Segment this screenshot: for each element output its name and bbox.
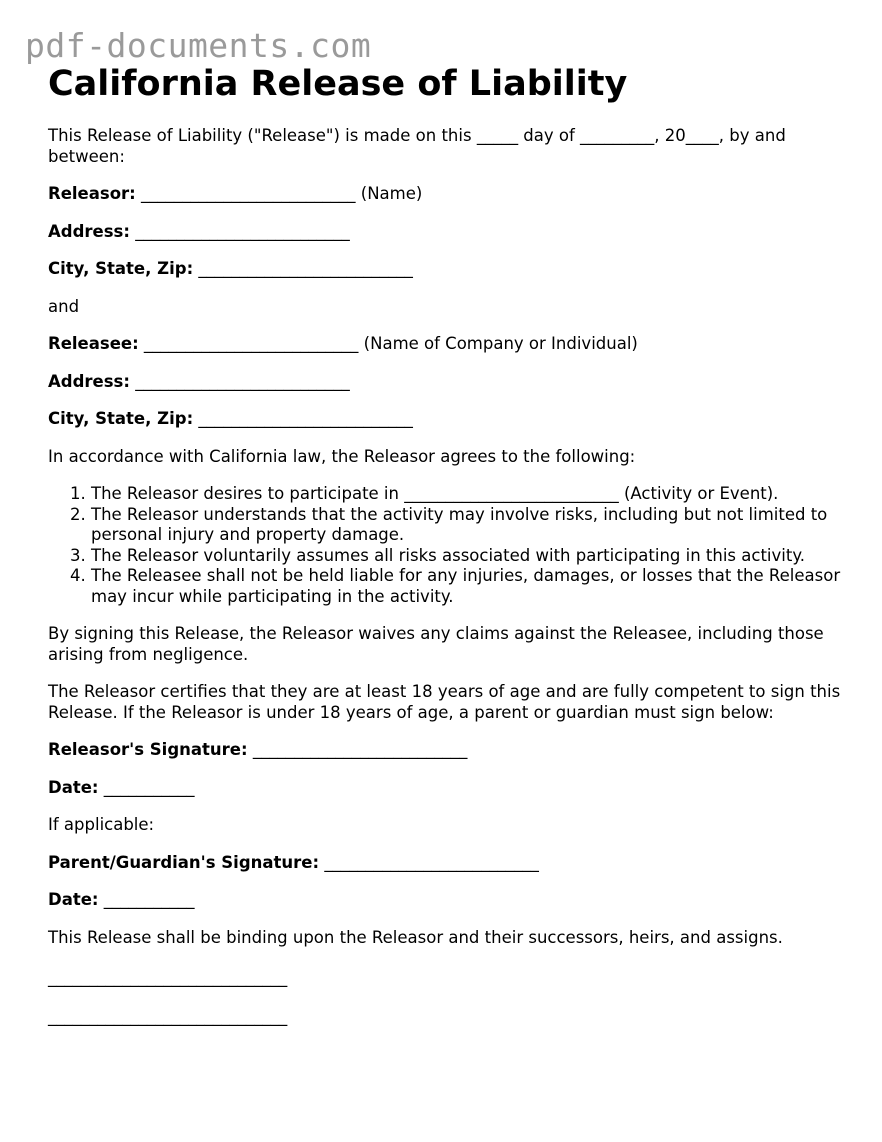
releasor-name-label: Releasor: (48, 184, 136, 203)
if-applicable-text: If applicable: (48, 815, 155, 834)
releasor-address-field[interactable]: __________________________ (129, 221, 350, 241)
blank-signature-line-1[interactable]: _____________________________ (48, 968, 288, 987)
releasee-city-label: City, State, Zip: (48, 409, 194, 428)
accordance-text: In accordance with California law, the Releasor agrees to the following: (48, 446, 636, 466)
certify-paragraph: The Releasor certifies that they are at least 18 years of age and are fully competent to sign this Release. If the Releasor is under 18 years of age, a parent or guardian must sign below: (48, 682, 841, 722)
blank-signature-line-2[interactable]: _____________________________ (48, 1006, 288, 1026)
term-item: 1. The Releasor desires to participate in __________________________ (Activity or Event). (91, 484, 848, 505)
terms-list (48, 484, 848, 607)
waiver-paragraph: By signing this Release, the Releasor waives any claims against the Releasee, including those arising from negligence. (48, 624, 824, 664)
releasor-signature-label: Releasor's Signature: (48, 740, 248, 759)
releasor-name-line (48, 184, 848, 205)
releasee-address-line (48, 372, 848, 393)
date-field-2[interactable]: ___________ (98, 890, 195, 909)
releasor-city-label: City, State, Zip: (48, 259, 194, 278)
releasee-address-field[interactable]: __________________________ (129, 371, 350, 391)
date-field-1[interactable]: ___________ (98, 777, 195, 797)
document-page (48, 62, 848, 1027)
intro-paragraph: This Release of Liability ("Release") is made on this _____ day of _________, 20____, by and between: (48, 126, 786, 166)
releasee-name-line (48, 334, 848, 355)
date-line-1 (48, 778, 848, 799)
date-label-1: Date: (48, 777, 99, 797)
releasor-name-field[interactable]: __________________________ (Name) (135, 184, 423, 203)
watermark: pdf-documents.com (25, 26, 372, 65)
parent-signature-label: Parent/Guardian's Signature: (48, 852, 320, 872)
releasee-name-field[interactable]: __________________________ (Name of Company or Individual) (138, 334, 638, 353)
parent-signature-field[interactable]: __________________________ (319, 852, 539, 872)
parent-signature-line (48, 853, 848, 874)
binding-text: This Release shall be binding upon the Releasor and their successors, heirs, and assigns. (48, 927, 783, 947)
releasor-city-line (48, 259, 848, 280)
term-item: 2. The Releasor understands that the activity may involve risks, including but not limited to personal injury and property damage. (91, 505, 848, 546)
term-item: 4. The Releasee shall not be held liable for any injuries, damages, or losses that the Releasor may incur while participating in the activity. (91, 566, 848, 607)
releasor-signature-field[interactable]: __________________________ (247, 740, 468, 759)
date-label-2: Date: (48, 890, 99, 909)
releasor-address-label: Address: (48, 221, 130, 241)
date-line-2 (48, 890, 848, 911)
page-title: California Release of Liability (48, 64, 628, 104)
releasee-address-label: Address: (48, 371, 130, 391)
releasee-city-line (48, 409, 848, 430)
term-item: 3. The Releasor voluntarily assumes all risks associated with participating in this activity. (91, 546, 848, 567)
releasor-city-field[interactable]: __________________________ (193, 259, 413, 278)
and-text: and (48, 296, 80, 316)
releasor-address-line (48, 222, 848, 243)
releasee-name-label: Releasee: (48, 334, 139, 353)
releasor-signature-line (48, 740, 848, 761)
releasee-city-field[interactable]: __________________________ (193, 409, 413, 428)
